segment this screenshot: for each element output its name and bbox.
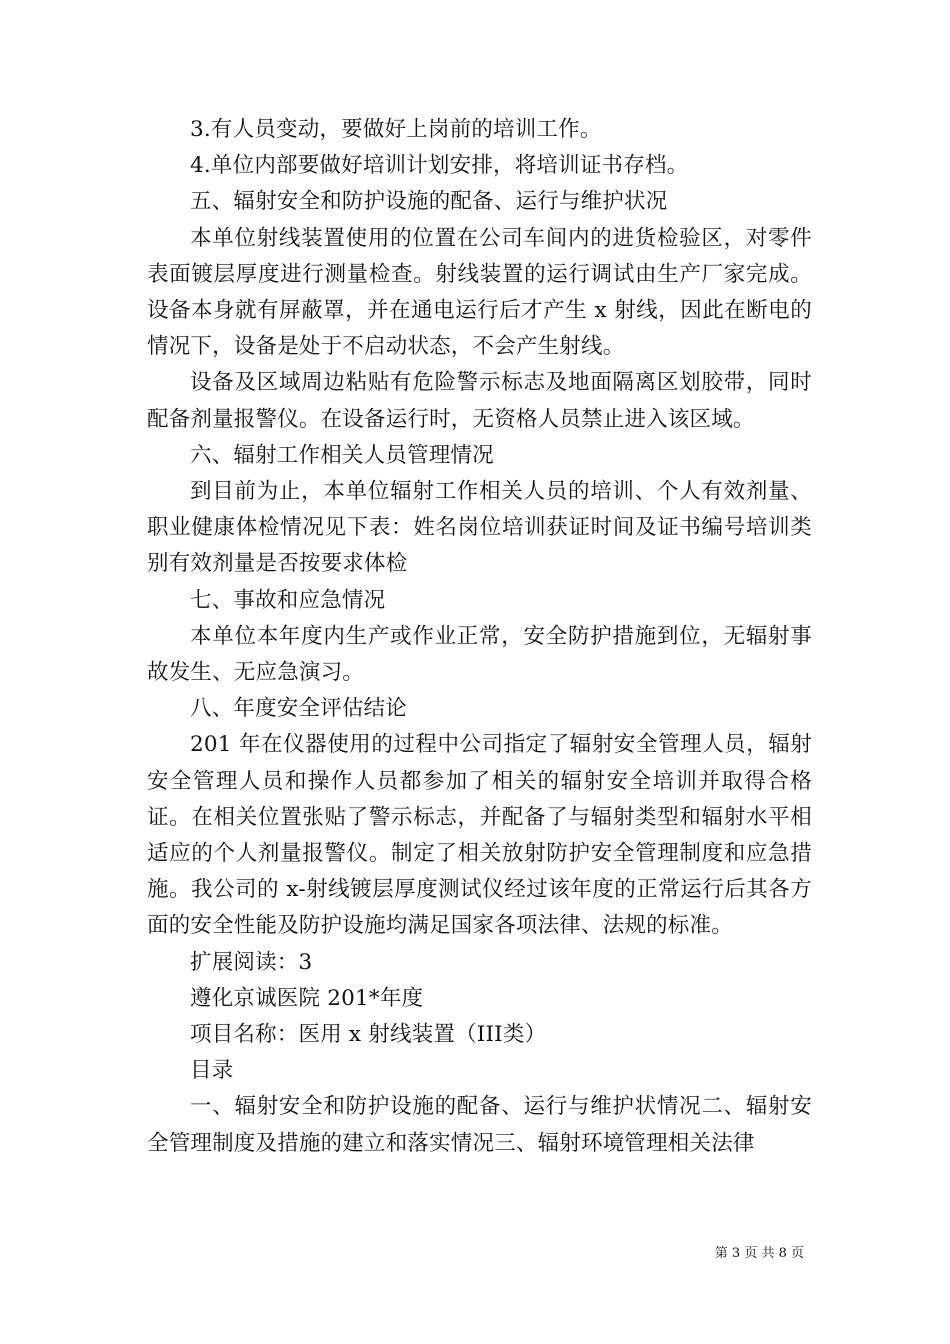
- paragraph-7: 到目前为止，本单位辐射工作相关人员的培训、个人有效剂量、职业健康体检情况见下表：姓名岗位培训获证时间及证书编号培训类别有效剂量是否按要求体检: [147, 479, 812, 577]
- page-number-footer: 第 3 页 共 8 页: [714, 1246, 804, 1261]
- paragraph-9: 本单位本年度内生产或作业正常，安全防护措施到位，无辐射事故发生、无应急演习。: [147, 623, 812, 686]
- paragraph-13: 遵化京诚医院 201*年度: [190, 985, 424, 1011]
- section-heading-5: 五、辐射安全和防护设施的配备、运行与维护状况: [190, 189, 668, 215]
- section-heading-8: 八、年度安全评估结论: [190, 696, 408, 722]
- section-heading-6: 六、辐射工作相关人员管理情况: [190, 442, 494, 468]
- paragraph-5: 设备及区域周边粘贴有危险警示标志及地面隔离区划胶带，同时配备剂量报警仪。在设备运行时，无资格人员禁止进入该区域。: [147, 370, 812, 432]
- paragraph-14: 项目名称：医用 x 射线装置（III类）: [190, 1022, 547, 1048]
- paragraph-12: 扩展阅读：3: [190, 949, 313, 975]
- paragraph-1: 3.有人员变动，要做好上岗前的培训工作。: [190, 117, 602, 142]
- section-heading-7: 七、事故和应急情况: [190, 587, 386, 613]
- paragraph-11: 201 年在仪器使用的过程中公司指定了辐射安全管理人员，辐射安全管理人员和操作人员都参加了相关的辐射安全培训并取得合格证。在相关位置张贴了警示标志，并配备了与辐射类型和辐射水平相适应的个人剂量报警仪。制定了相关放射防护安全管理制度和应急措施。我公司的 x-射线镀层厚度测试仪经过该年度的正常运行后其各方面的安全性能及防护设施均满足国家各项法律、法规的标准。: [147, 732, 812, 939]
- paragraph-16: 一、辐射安全和防护设施的配备、运行与维护状情况二、辐射安全管理制度及措施的建立和落实情况三、辐射环境管理相关法律: [147, 1094, 812, 1156]
- document-body: [147, 112, 812, 1162]
- paragraph-15: 目录: [190, 1058, 234, 1084]
- paragraph-2: 4.单位内部要做好培训计划安排，将培训证书存档。: [190, 153, 689, 179]
- paragraph-4: 本单位射线装置使用的位置在公司车间内的进货检验区，对零件表面镀层厚度进行测量检查。射线装置的运行调试由生产厂家完成。设备本身就有屏蔽罩，并在通电运行后才产生 x 射线，因此在断电的情况下，设备是处于不启动状态，不会产生射线。: [147, 225, 812, 360]
